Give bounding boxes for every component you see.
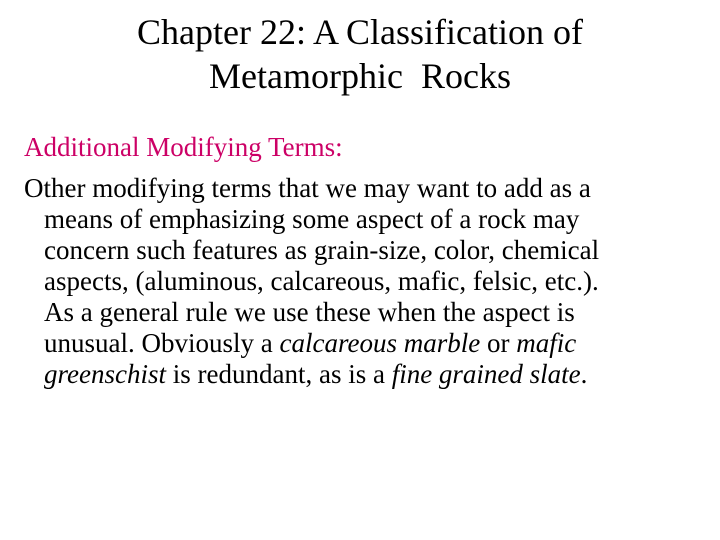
- paragraph-line: [24, 359, 714, 390]
- slide-title-line-1: Chapter 22: A Classification of: [137, 12, 583, 52]
- paragraph-line: As a general rule we use these when the aspect is: [44, 297, 575, 327]
- paragraph-line: concern such features as grain-size, color, chemical: [44, 235, 600, 265]
- italic-term: greenschist: [44, 359, 166, 389]
- paragraph-line: means of emphasizing some aspect of a rock may: [44, 204, 580, 234]
- paragraph-line: aspects, (aluminous, calcareous, mafic, felsic, etc.).: [44, 266, 599, 296]
- italic-term: fine grained slate: [391, 359, 581, 389]
- paragraph-line: Other modifying terms that we may want to add as a: [24, 173, 591, 203]
- italic-term: mafic: [516, 328, 577, 358]
- italic-term: calcareous marble: [279, 328, 481, 358]
- text-run: is redundant, as is a: [165, 359, 392, 389]
- body-paragraph: [24, 173, 714, 390]
- text-run: .: [580, 359, 588, 389]
- text-run: or: [480, 328, 517, 358]
- section-subheading: Additional Modifying Terms:: [24, 132, 343, 162]
- slide-title: [0, 10, 720, 98]
- paragraph-line: [24, 328, 714, 359]
- text-run: unusual. Obviously a: [44, 328, 280, 358]
- slide-title-line-2: Metamorphic Rocks: [209, 56, 511, 96]
